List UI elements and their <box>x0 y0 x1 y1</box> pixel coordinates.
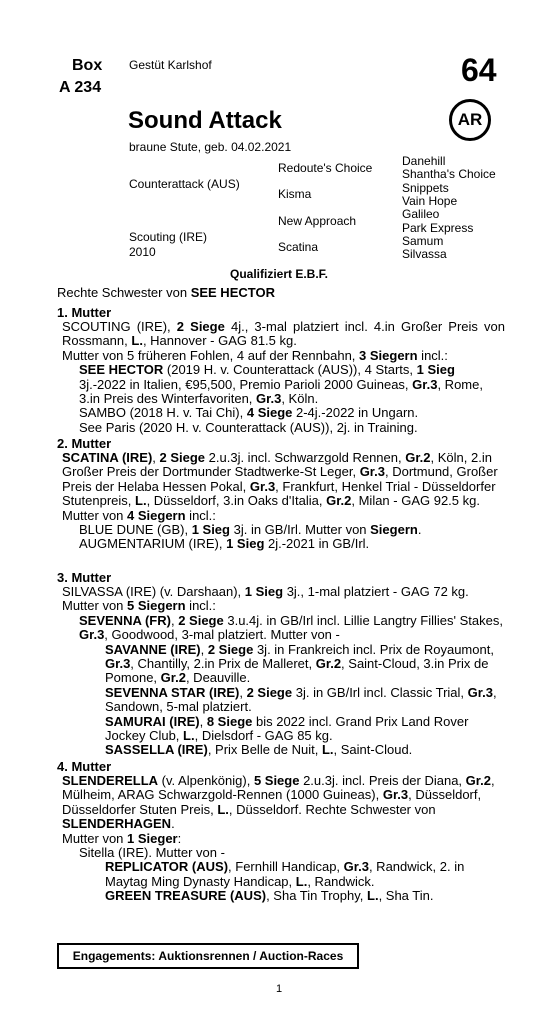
produce-augmentarium: AUGMENTARIUM (IRE), 1 Sieg 2j.-2021 in GB/Irl. <box>79 536 370 552</box>
fourth-dam-produce-summary: Mutter von 1 Sieger: <box>62 830 182 846</box>
consignor: Gestüt Karlshof <box>129 58 212 72</box>
second-dam-produce-summary: Mutter von 4 Siegern incl.: <box>62 507 216 523</box>
produce-see-paris: See Paris (2020 H. v. Counterattack (AUS)), 2j. in Training. <box>79 419 418 435</box>
dam: Scouting (IRE) <box>129 230 208 244</box>
dam-sire: New Approach <box>278 214 357 228</box>
produce-sambo: SAMBO (2018 H. v. Tai Chi), 4 Siege 2-4j.-2022 in Ungarn. <box>79 405 419 421</box>
section-1-mutter <box>57 306 505 435</box>
dam-year: 2010 <box>129 245 156 259</box>
third-dam-entry: SILVASSA (IRE) (v. Darshaan), 1 Sieg 3j., 1-mal platziert - GAG 72 kg. <box>62 584 469 599</box>
horse-name: Sound Attack <box>128 107 282 134</box>
section-2-title: 2. Mutter <box>57 436 112 451</box>
fourth-dam-entry: SLENDERELLA (v. Alpenkönig), 5 Siege 2.u.3j. incl. Preis der Diana, Gr.2, Mülheim, ARAG Schwarzgold-Rennen (1000 Guineas), Gr.3, Düsseldorf, Düsseldorfer Stuten Preis, L., Düsseldorf. Rechte Schwester von SLENDERHAGEN. <box>62 773 495 832</box>
dam-produce-summary: Mutter von 5 früheren Fohlen, 4 auf der Rennbahn, 3 Siegern incl.: <box>62 347 448 363</box>
g3-5: Galileo <box>402 207 440 221</box>
sister-line: Rechte Schwester von SEE HECTOR <box>57 285 275 300</box>
produce-samurai: SAMURAI (IRE), 8 Siege bis 2022 incl. Grand Prix Land Rover Jockey Club, L., Dielsdorf - GAG 85 kg. <box>105 713 469 744</box>
produce-savanne: SAVANNE (IRE), 2 Siege 3j. in Frankreich incl. Prix de Royaumont, Gr.3, Chantilly, 2.in Prix de Malleret, Gr.2, Saint-Cloud, 3.in Prix de Pomone, Gr.2, Deauville. <box>105 641 494 686</box>
sire: Counterattack (AUS) <box>129 177 240 191</box>
produce-see-hector: SEE HECTOR (2019 H. v. Counterattack (AUS)), 4 Starts, 1 Sieg 3j.-2022 in Italien, €95,500, Premio Parioli 2000 Guineas, Gr.3, Rome, 3.in Preis des Winterfavoriten, Gr.3, Köln. <box>79 362 483 407</box>
g3-1: Danehill <box>402 154 446 168</box>
engagements-box: Engagements: Auktionsrennen / Auction-Races <box>57 943 359 969</box>
produce-sitella: Sitella (IRE). Mutter von - <box>79 845 225 861</box>
produce-sassella: SASSELLA (IRE), Prix Belle de Nuit, L., Saint-Cloud. <box>105 742 413 758</box>
section-1-title: 1. Mutter <box>57 305 112 320</box>
horse-description: braune Stute, geb. 04.02.2021 <box>129 140 292 154</box>
section-3-title: 3. Mutter <box>57 570 112 585</box>
page-number: 1 <box>275 983 283 995</box>
section-4-title: 4. Mutter <box>57 759 112 774</box>
qualified: Qualifiziert E.B.F. <box>229 267 328 281</box>
dam-dam: Scatina <box>278 240 319 254</box>
g3-2: Shantha's Choice <box>402 167 496 181</box>
section-3-mutter <box>57 571 505 758</box>
g3-8: Silvassa <box>402 247 447 261</box>
lot-number: 64 <box>461 52 497 88</box>
section-2-mutter <box>57 437 505 552</box>
produce-green-treasure: GREEN TREASURE (AUS), Sha Tin Trophy, L., Sha Tin. <box>105 888 434 904</box>
box-label: Box <box>72 57 103 74</box>
dam-entry: SCOUTING (IRE), 2 Siege 4j., 3-mal platziert incl. 4.in Großer Preis von Rossmann, L., Hannover - GAG 81.5 kg. <box>62 319 506 349</box>
ar-badge-icon: AR <box>449 99 491 141</box>
g3-7: Samum <box>402 234 444 248</box>
g3-3: Snippets <box>402 181 449 195</box>
produce-blue-dune: BLUE DUNE (GB), 1 Sieg 3j. in GB/Irl. Mutter von Siegern. <box>79 522 422 538</box>
produce-replicator: REPLICATOR (AUS), Fernhill Handicap, Gr.3, Randwick, 2. in Maytag Ming Dynasty Handicap, L., Randwick. <box>105 859 465 889</box>
sire-dam: Kisma <box>278 187 312 201</box>
box-number: A 234 <box>59 79 102 96</box>
g3-6: Park Express <box>402 221 474 235</box>
third-dam-produce-summary: Mutter von 5 Siegern incl.: <box>62 598 216 614</box>
g3-4: Vain Hope <box>402 194 458 208</box>
produce-sevenna-star: SEVENNA STAR (IRE), 2 Siege 3j. in GB/Irl incl. Classic Trial, Gr.3, Sandown, 5-mal platziert. <box>105 684 497 715</box>
produce-sevenna: SEVENNA (FR), 2 Siege 3.u.4j. in GB/Irl incl. Lillie Langtry Fillies' Stakes, Gr.3, Goodwood, 3-mal platziert. Mutter von - <box>79 612 503 643</box>
section-4-mutter <box>57 760 505 904</box>
sire-sire: Redoute's Choice <box>278 161 373 175</box>
second-dam-entry: SCATINA (IRE), 2 Siege 2.u.3j. incl. Schwarzgold Rennen, Gr.2, Köln, 2.in Großer Preis der Dortmunder Stadtwerke-St Leger, Gr.3, Dortmund, Großer Preis der Helaba Hessen Pokal, Gr.3, Frankfurt, Henkel Trial - Düsseldorfer Stutenpreis, L., Düsseldorf, 3.in Oaks d'Italia, Gr.2, Milan - GAG 92.5 kg. <box>62 450 498 509</box>
